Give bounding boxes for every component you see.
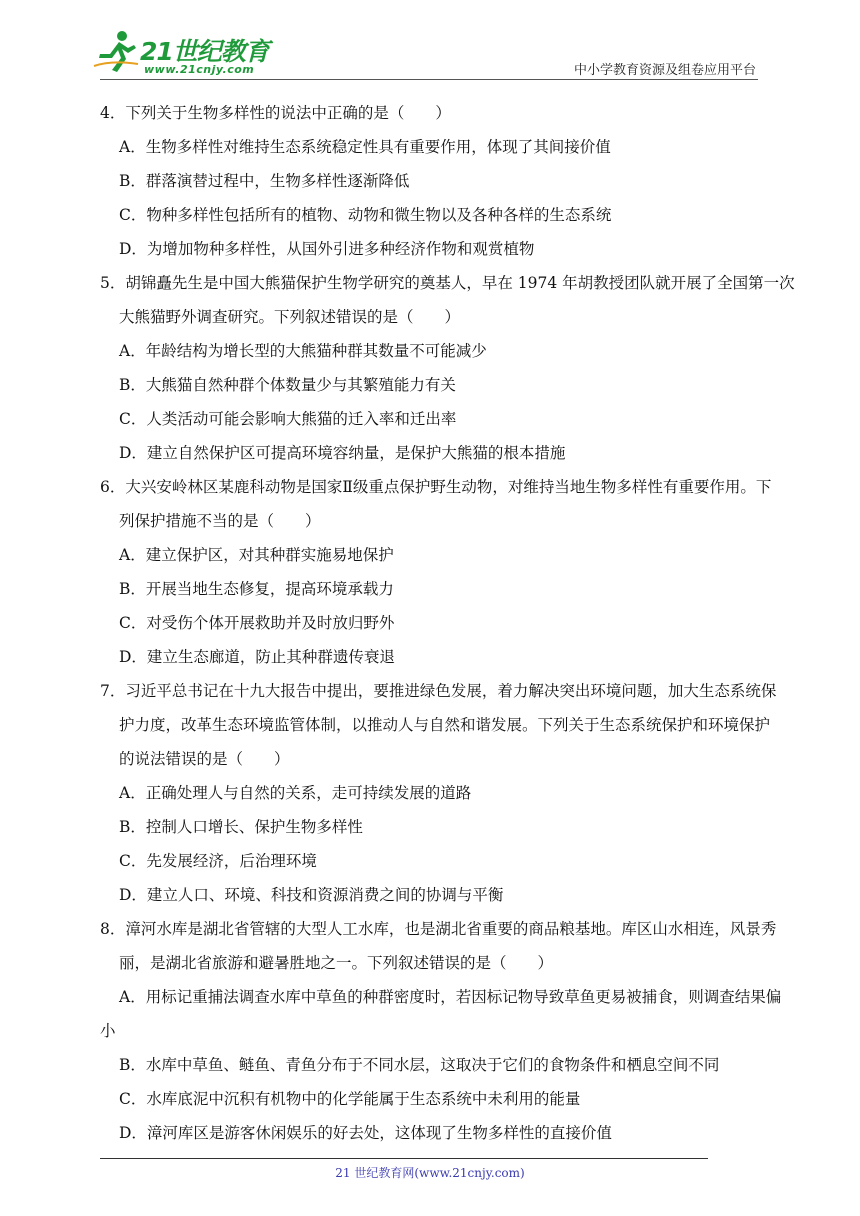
question-stem: 8．漳河水库是湖北省管辖的大型人工水库，也是湖北省重要的商品粮基地。库区山水相连，风景秀 xyxy=(100,920,777,938)
header-divider xyxy=(100,79,758,80)
page-header xyxy=(0,0,860,82)
option-d: D．建立生态廊道，防止其种群遗传衰退 xyxy=(119,648,395,666)
option-b: B．群落演替过程中，生物多样性逐渐降低 xyxy=(119,172,410,190)
question-4 xyxy=(100,96,765,266)
question-8 xyxy=(100,912,782,1150)
question-list xyxy=(100,96,795,1150)
option-c: C．对受伤个体开展救助并及时放归野外 xyxy=(119,614,395,632)
option-b: B．开展当地生态修复，提高环境承载力 xyxy=(119,580,394,598)
question-stem: 6．大兴安岭林区某鹿科动物是国家Ⅱ级重点保护野生动物，对维持当地生物多样性有重要作用。下 xyxy=(100,478,772,496)
option-c: C．人类活动可能会影响大熊猫的迁入率和迁出率 xyxy=(119,410,457,428)
option-a: A．正确处理人与自然的关系，走可持续发展的道路 xyxy=(119,784,472,802)
question-7 xyxy=(100,674,777,912)
question-5 xyxy=(100,266,795,470)
question-stem: 5．胡锦矗先生是中国大熊猫保护生物学研究的奠基人，早在 1974 年胡教授团队就开展了全国第一次 xyxy=(100,274,795,292)
option-a-continued: 小 xyxy=(100,1022,116,1040)
option-c: C．物种多样性包括所有的植物、动物和微生物以及各种各样的生态系统 xyxy=(119,206,612,224)
footer-divider xyxy=(100,1158,708,1159)
option-c: C．先发展经济，后治理环境 xyxy=(119,852,317,870)
question-stem: 4．下列关于生物多样性的说法中正确的是（ ） xyxy=(100,104,451,122)
question-6 xyxy=(100,470,772,674)
option-d: D．建立人口、环境、科技和资源消费之间的协调与平衡 xyxy=(119,886,504,904)
footer-text: 21 世纪教育网(www.21cnjy.com) xyxy=(335,1166,525,1180)
logo xyxy=(92,30,292,80)
platform-name: 中小学教育资源及组卷应用平台 xyxy=(573,63,756,78)
option-d: D．建立自然保护区可提高环境容纳量，是保护大熊猫的根本措施 xyxy=(119,444,566,462)
question-stem-continued: 大熊猫野外调查研究。下列叙述错误的是（ ） xyxy=(119,308,461,326)
option-b: B．大熊猫自然种群个体数量少与其繁殖能力有关 xyxy=(119,376,456,394)
question-stem-continued: 丽，是湖北省旅游和避暑胜地之一。下列叙述错误的是（ ） xyxy=(119,954,554,972)
logo-url: www.21cnjy.com xyxy=(144,63,255,76)
option-a: A．生物多样性对维持生态系统稳定性具有重要作用，体现了其间接价值 xyxy=(119,138,611,156)
option-a: A．建立保护区，对其种群实施易地保护 xyxy=(119,546,394,564)
question-stem-continued: 的说法错误的是（ ） xyxy=(119,750,290,768)
logo-text: 21世纪教育 xyxy=(140,37,269,66)
option-b: B．水库中草鱼、鲢鱼、青鱼分布于不同水层，这取决于它们的食物条件和栖息空间不同 xyxy=(119,1056,720,1074)
option-b: B．控制人口增长、保护生物多样性 xyxy=(119,818,363,836)
question-stem-continued: 列保护措施不当的是（ ） xyxy=(119,512,321,530)
option-a: A．用标记重捕法调查水库中草鱼的种群密度时，若因标记物导致草鱼更易被捕食，则调查结果偏 xyxy=(119,988,782,1006)
option-d: D．漳河库区是游客休闲娱乐的好去处，这体现了生物多样性的直接价值 xyxy=(119,1124,612,1142)
option-d: D．为增加物种多样性，从国外引进多种经济作物和观赏植物 xyxy=(119,240,535,258)
option-c: C．水库底泥中沉积有机物中的化学能属于生态系统中未利用的能量 xyxy=(119,1090,581,1108)
question-stem-continued: 护力度，改革生态环境监管体制，以推动人与自然和谐发展。下列关于生态系统保护和环境保护 xyxy=(119,716,771,734)
option-a: A．年龄结构为增长型的大熊猫种群其数量不可能减少 xyxy=(119,342,487,360)
question-stem: 7．习近平总书记在十九大报告中提出，要推进绿色发展，着力解决突出环境问题，加大生态系统保 xyxy=(100,682,777,700)
runner-icon xyxy=(92,30,140,76)
